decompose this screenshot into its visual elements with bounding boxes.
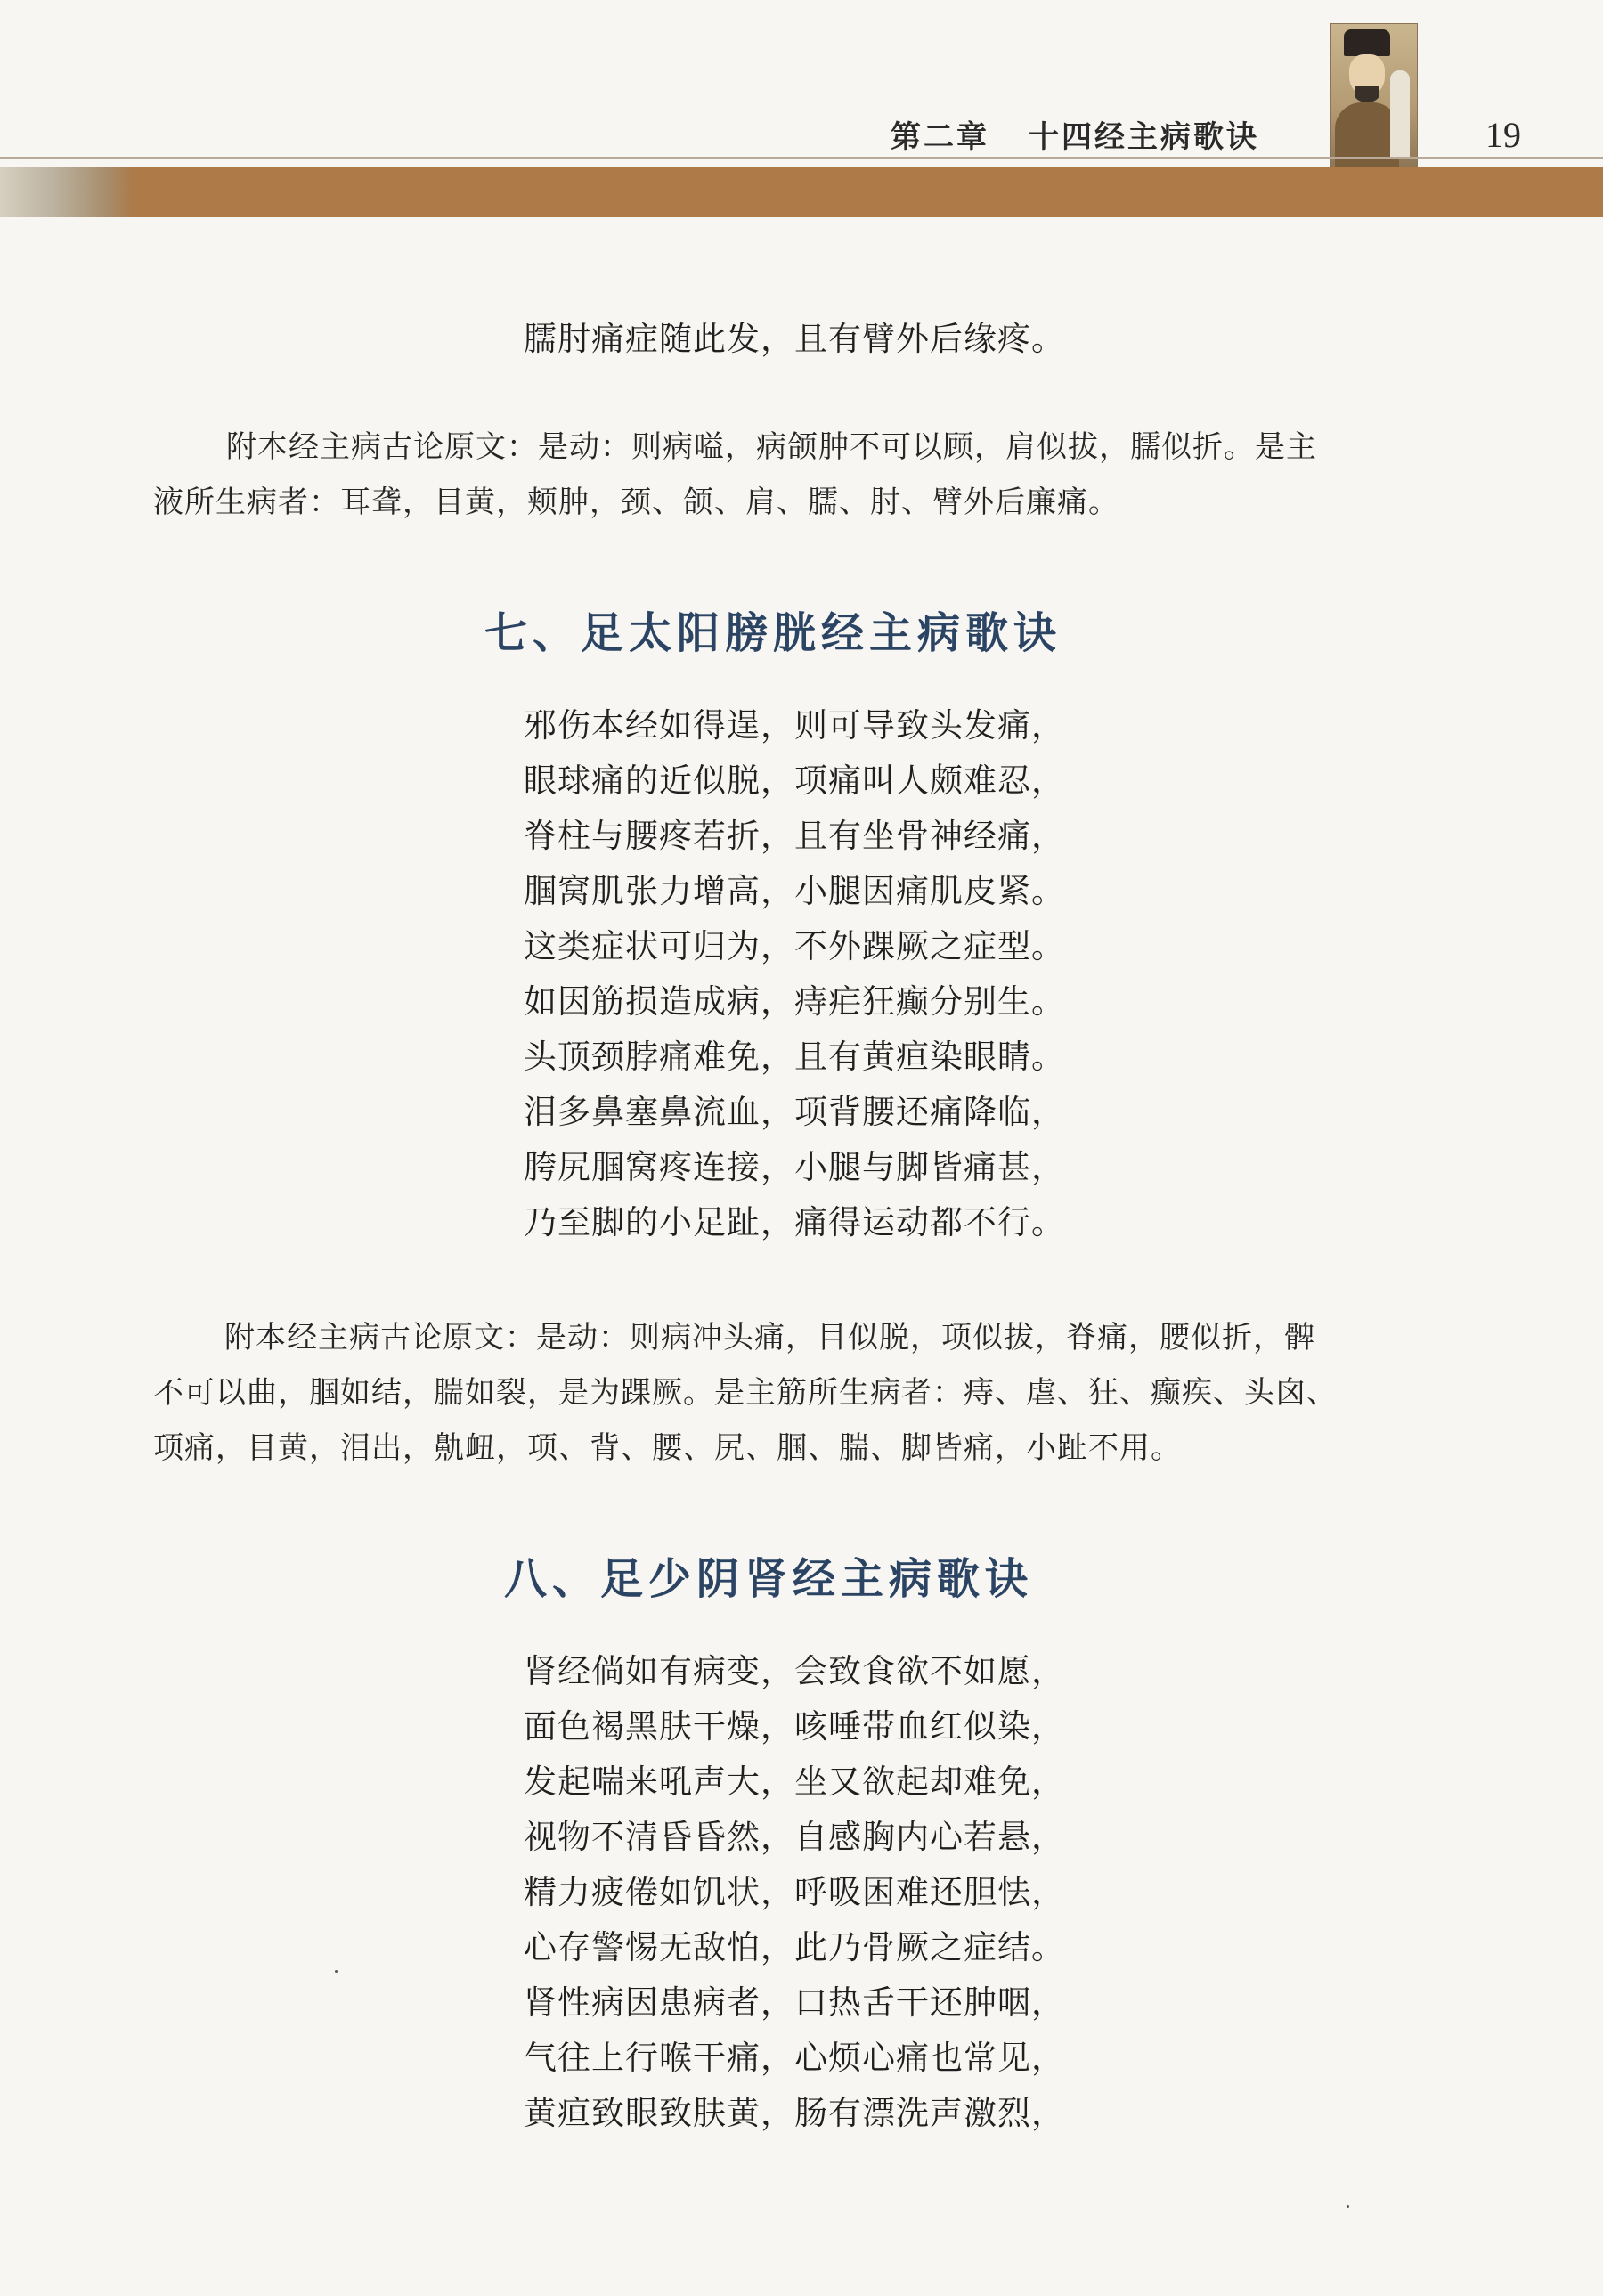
section-7-line: 乃至脚的小足趾，痛得运动都不行。: [524, 1203, 1065, 1242]
scan-speck: [1347, 2205, 1349, 2208]
section-8-line: 视物不清昏昏然，自感胸内心若悬，: [524, 1818, 1065, 1856]
section-8-title: 八、足少阴肾经主病歌诀: [504, 1554, 1034, 1604]
section-7-title: 七、足太阳膀胱经主病歌诀: [484, 608, 1062, 658]
page-number: 19: [1485, 115, 1521, 155]
section-7-line: 邪伤本经如得逞，则可导致头发痛，: [524, 706, 1065, 745]
scan-speck: [335, 1970, 338, 1973]
section-8-line: 肾性病因患病者，口热舌干还肿咽，: [524, 1983, 1065, 2022]
section-7-line: 这类症状可归为，不外踝厥之症型。: [524, 927, 1065, 965]
section-8-line: 肾经倘如有病变，会致食欲不如愿，: [524, 1652, 1065, 1690]
intro-verse-line: 臑肘痛症随此发，且有臂外后缘疼。: [524, 320, 1065, 358]
header-band: [0, 167, 1603, 217]
portrait-illustration: [1330, 23, 1418, 167]
section-8-line: 气往上行喉干痛，心烦心痛也常见，: [524, 2039, 1065, 2077]
header-band-texture: [0, 167, 134, 217]
chapter-number: 第二章: [891, 119, 989, 155]
section-7-line: 眼球痛的近似脱，项痛叫人颇难忍，: [524, 761, 1065, 800]
section-8-line: 发起喘来吼声大，坐又欲起却难免，: [524, 1763, 1065, 1801]
header-rule: [0, 157, 1603, 159]
section-7-line: 脊柱与腰疼若折，且有坐骨神经痛，: [524, 817, 1065, 855]
chapter-title: 十四经主病歌诀: [1029, 119, 1259, 155]
section-8-line: 心存警惕无敌怕，此乃骨厥之症结。: [524, 1928, 1065, 1966]
section-8-line: 黄疸致眼致肤黄，肠有漂洗声激烈，: [524, 2094, 1065, 2132]
note-1-line-1: 附本经主病古论原文：是动：则病嗌，病颌肿不可以顾，肩似拔，臑似折。是主: [226, 429, 1317, 465]
note-2-line-1: 附本经主病古论原文：是动：则病冲头痛，目似脱，项似拔，脊痛，腰似折，髀: [224, 1320, 1315, 1356]
section-7-line: 腘窝肌张力增高，小腿因痛肌皮紧。: [524, 872, 1065, 910]
section-7-line: 胯尻腘窝疼连接，小腿与脚皆痛甚，: [524, 1148, 1065, 1186]
section-8-line: 精力疲倦如饥状，呼吸困难还胆怯，: [524, 1873, 1065, 1911]
running-header: [891, 112, 1259, 156]
note-2-line-3: 项痛，目黄，泪出，鼽衄，项、背、腰、尻、腘、腨、脚皆痛，小趾不用。: [153, 1430, 1182, 1466]
section-7-line: 头顶颈脖痛难免，且有黄疸染眼睛。: [524, 1038, 1065, 1076]
note-1-line-2: 液所生病者：耳聋，目黄，颊肿，颈、颌、肩、臑、肘、臂外后廉痛。: [153, 484, 1119, 520]
section-7-line: 泪多鼻塞鼻流血，项背腰还痛降临，: [524, 1093, 1065, 1131]
section-8-line: 面色褐黑肤干燥，咳唾带血红似染，: [524, 1707, 1065, 1746]
section-7-line: 如因筋损造成病，痔疟狂癫分别生。: [524, 982, 1065, 1021]
note-2-line-2: 不可以曲，腘如结，腨如裂，是为踝厥。是主筋所生病者：痔、虐、狂、癫疾、头囟、: [153, 1375, 1338, 1411]
